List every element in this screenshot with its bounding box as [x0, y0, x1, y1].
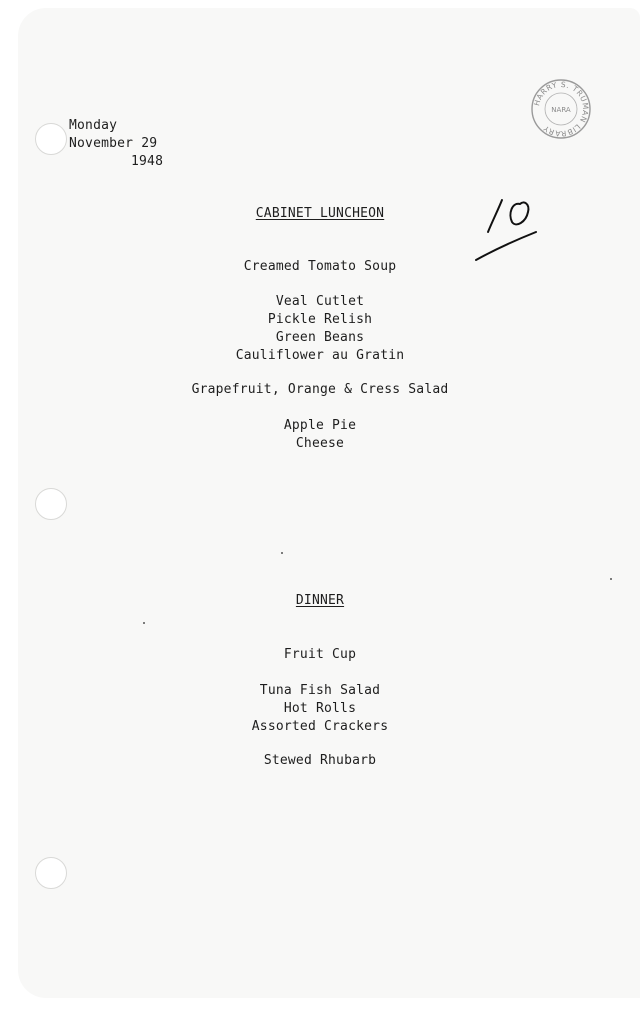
luncheon-item: Green Beans — [275, 330, 365, 345]
date-month-day: November 29 — [69, 136, 158, 151]
paper-speck — [281, 552, 283, 554]
binder-hole-bottom — [35, 857, 67, 889]
dinner-item: Stewed Rhubarb — [263, 753, 377, 768]
handwritten-page-number — [472, 192, 542, 264]
luncheon-item: Grapefruit, Orange & Cress Salad — [191, 382, 449, 397]
binder-hole-top — [35, 123, 67, 155]
archive-stamp — [530, 78, 592, 140]
binder-hole-middle — [35, 488, 67, 520]
dinner-heading: DINNER — [295, 593, 345, 608]
svg-text:10: 10 — [472, 192, 474, 193]
luncheon-item: Apple Pie — [283, 418, 357, 433]
dinner-item: Assorted Crackers — [251, 719, 389, 734]
dinner-item: Tuna Fish Salad — [259, 683, 381, 698]
svg-text:HARRY S. TRUMAN LIBRARY: HARRY S. TRUMAN LIBRARY — [532, 79, 591, 139]
paper-speck — [143, 622, 145, 624]
luncheon-item: Veal Cutlet — [275, 294, 365, 309]
svg-text:NARA: NARA — [551, 106, 571, 114]
date-weekday: Monday — [69, 118, 118, 133]
paper-speck — [610, 578, 612, 580]
document-page — [18, 8, 640, 998]
dinner-item: Fruit Cup — [283, 647, 357, 662]
luncheon-item: Cauliflower au Gratin — [235, 348, 405, 363]
luncheon-item: Pickle Relish — [267, 312, 373, 327]
date-year: 1948 — [131, 154, 164, 169]
luncheon-item: Cheese — [295, 436, 345, 451]
dinner-item: Hot Rolls — [283, 701, 357, 716]
luncheon-heading: CABINET LUNCHEON — [255, 206, 385, 221]
luncheon-item: Creamed Tomato Soup — [243, 259, 397, 274]
